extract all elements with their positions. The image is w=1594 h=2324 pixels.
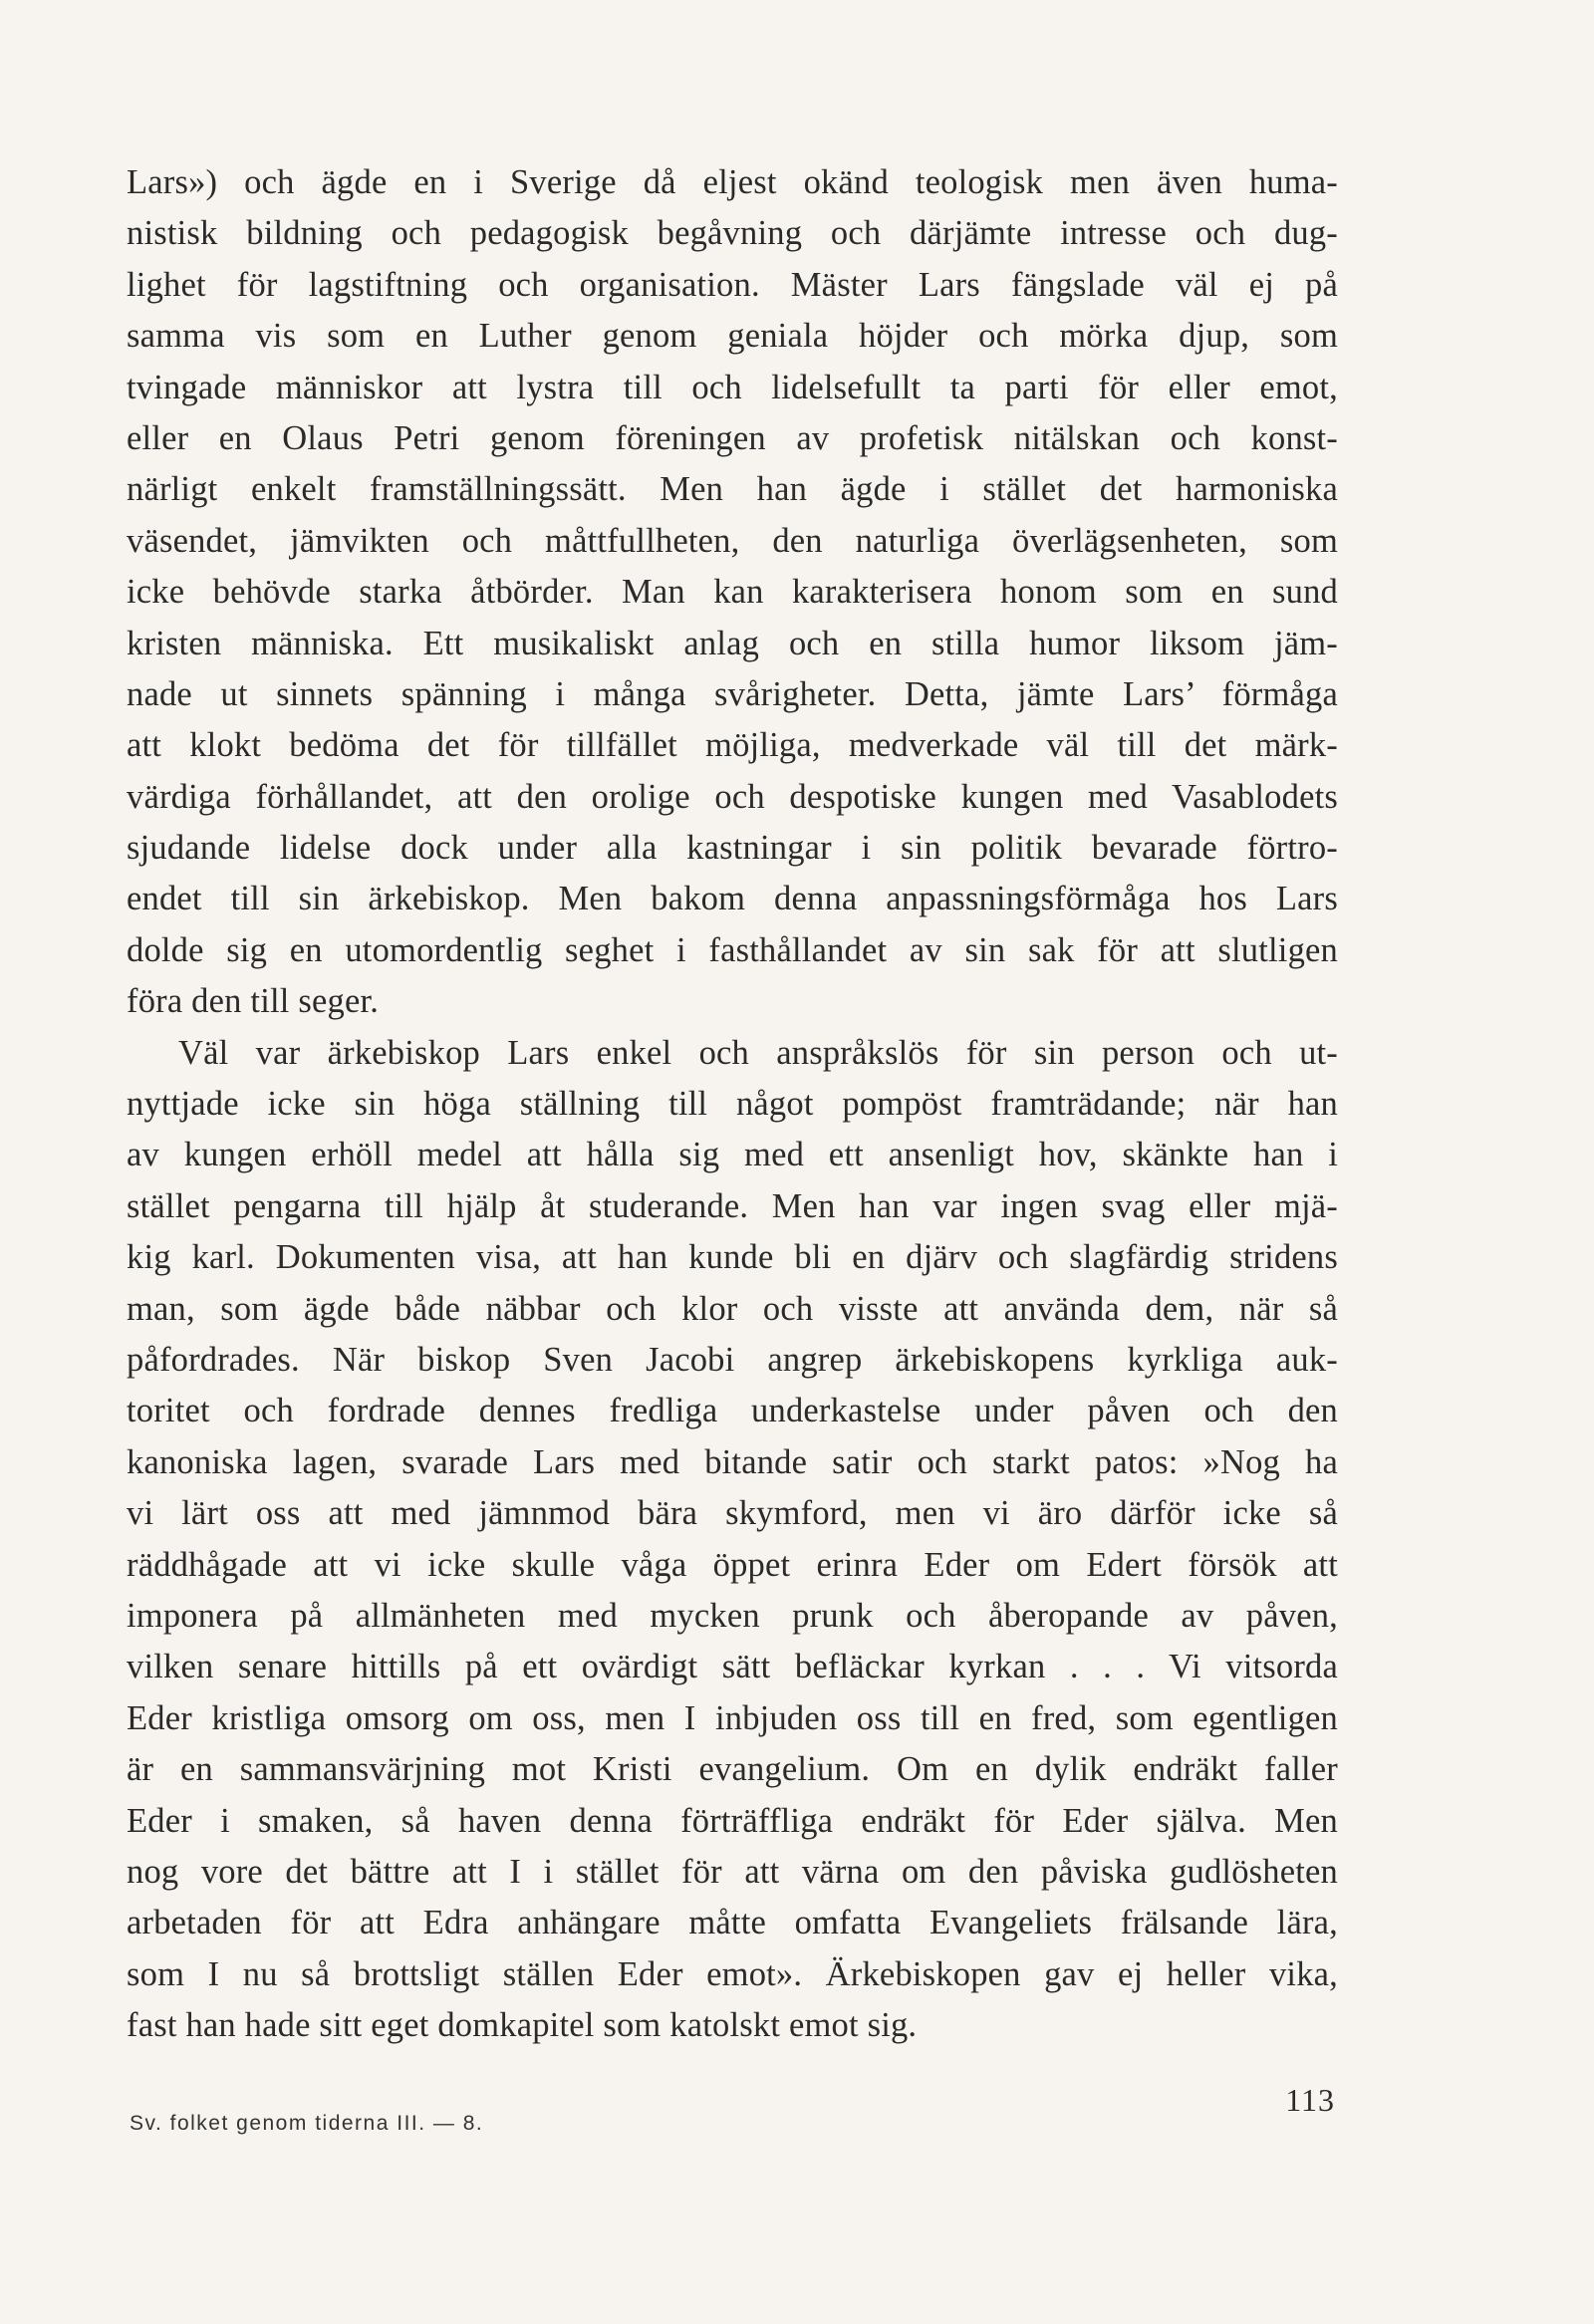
text-line: nog vore det bättre att I i stället för att värna om den påviska gudlösheten <box>127 1852 1338 1891</box>
text-line: Lars») och ägde en i Sverige då eljest okänd teologisk men även huma- <box>127 163 1338 201</box>
text-line: toritet och fordrade dennes fredliga underkastelse under påven och den <box>127 1392 1338 1430</box>
text-line: tvingade människor att lystra till och lidelsefullt ta parti för eller emot, <box>127 368 1338 406</box>
text-line: nyttjade icke sin höga ställning till något pompöst framträdande; när han <box>127 1085 1338 1124</box>
paragraph-end-line: föra den till seger. <box>127 982 380 1021</box>
text-line: påfordrades. När biskop Sven Jacobi angrep ärkebiskopens kyrkliga auk- <box>127 1340 1338 1379</box>
text-line: Eder kristliga omsorg om oss, men I inbjuden oss till en fred, som egentligen <box>127 1698 1338 1737</box>
text-line: som I nu så brottsligt ställen Eder emot». Ärkebiskopen gav ej heller vika, <box>127 1954 1338 1993</box>
text-line: dolde sig en utomordentlig seghet i fasthållandet av sin sak för att slutligen <box>127 930 1338 969</box>
paragraph-end-line: fast han hade sitt eget domkapitel som katolskt emot sig. <box>127 2006 918 2045</box>
text-line: att klokt bedöma det för tillfället möjliga, medverkade väl till det märk- <box>127 726 1338 765</box>
text-line: väsendet, jämvikten och måttfullheten, den naturliga överlägsenheten, som <box>127 521 1338 560</box>
paragraph-start-line: Väl var ärkebiskop Lars enkel och anspråkslös för sin person och ut- <box>178 1033 1338 1072</box>
text-line: imponera på allmänheten med mycken prunk och åberopande av påven, <box>127 1596 1338 1635</box>
text-line: Eder i smaken, så haven denna förträffliga endräkt för Eder själva. Men <box>127 1801 1338 1840</box>
text-line: kig karl. Dokumenten visa, att han kunde bli en djärv och slagfärdig stridens <box>127 1238 1338 1277</box>
text-line: värdiga förhållandet, att den orolige och despotiske kungen med Vasablodets <box>127 777 1338 816</box>
text-line: vilken senare hittills på ett ovärdigt sätt befläckar kyrkan . . . Vi vitsorda <box>127 1648 1338 1686</box>
text-line: samma vis som en Luther genom geniala höjder och mörka djup, som <box>127 317 1338 356</box>
text-line: är en sammansvärjning mot Kristi evangelium. Om en dylik endräkt faller <box>127 1750 1338 1789</box>
text-line: arbetaden för att Edra anhängare måtte omfatta Evangeliets frälsande lära, <box>127 1904 1338 1942</box>
text-line: sjudande lidelse dock under alla kastningar i sin politik bevarade förtro- <box>127 829 1338 868</box>
text-line: nistisk bildning och pedagogisk begåvning och därjämte intresse och dug- <box>127 214 1338 253</box>
text-line: nade ut sinnets spänning i många svårigheter. Detta, jämte Lars’ förmåga <box>127 674 1338 713</box>
text-line: kanoniska lagen, svarade Lars med bitande satir och starkt patos: »Nog ha <box>127 1442 1338 1481</box>
text-line: vi lärt oss att med jämnmod bära skymford, men vi äro därför icke så <box>127 1494 1338 1533</box>
text-line: av kungen erhöll medel att hålla sig med ett ansenligt hov, skänkte han i <box>127 1136 1338 1174</box>
text-line: räddhågade att vi icke skulle våga öppet erinra Eder om Edert försök att <box>127 1545 1338 1584</box>
page-number: 113 <box>1285 2082 1335 2118</box>
text-line: endet till sin ärkebiskop. Men bakom denna anpassningsförmåga hos Lars <box>127 880 1338 918</box>
text-line: lighet för lagstiftning och organisation. Mäster Lars fängslade väl ej på <box>127 265 1338 304</box>
text-line: närligt enkelt framställningssätt. Men han ägde i stället det harmoniska <box>127 470 1338 509</box>
signature-mark: Sv. folket genom tiderna III. — 8. <box>130 2112 484 2135</box>
text-line: man, som ägde både näbbar och klor och visste att använda dem, när så <box>127 1289 1338 1328</box>
text-line: icke behövde starka åtbörder. Man kan karakterisera honom som en sund <box>127 573 1338 612</box>
text-line: kristen människa. Ett musikaliskt anlag och en stilla humor liksom jäm- <box>127 624 1338 662</box>
text-line: stället pengarna till hjälp åt studerande. Men han var ingen svag eller mjä- <box>127 1186 1338 1225</box>
text-line: eller en Olaus Petri genom föreningen av profetisk nitälskan och konst- <box>127 418 1338 457</box>
body-text <box>127 157 1338 2051</box>
